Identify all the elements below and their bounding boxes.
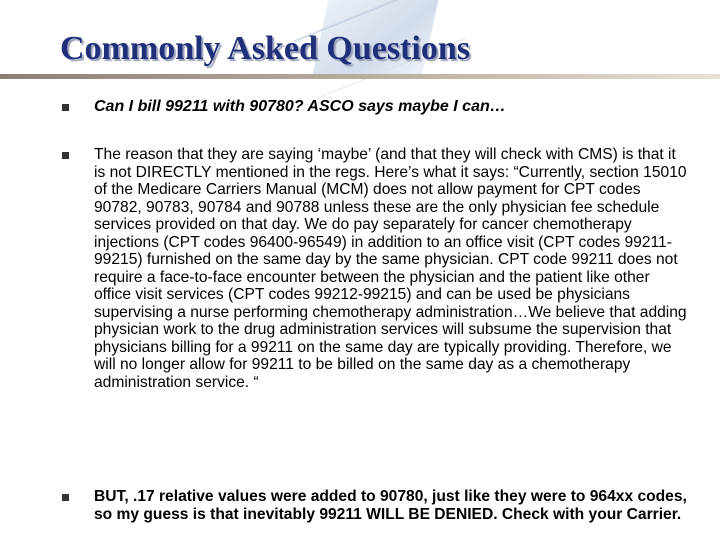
bullet-text: BUT, .17 relative values were added to 90780, just like they were to 964xx codes, so my guess is that inevitably 99211 WILL BE DENIED. Check with your Carrier. [94,488,687,523]
bullet-text: The reason that they are saying ‘maybe’ (and that they will check with CMS) is that it is not DIRECTLY mentioned in the regs. Here’s what it says: “Currently, section 15010 of the Medicare Carriers Manual (MCM) does not allow payment for CPT codes 90782, 90783, 90784 and 90788 unless these are the only physician fee schedule services provided on that day. We do pay separately for cancer chemotherapy injections (CPT codes 96400-96549) in addition to an office visit (CPT codes 99211-99215) furnished on the same day by the same physician. CPT code 99211 does not require a face-to-face encounter between the physician and the patient like other office visit services (CPT codes 99212-99215) and can be used be physicians supervising a nurse performing chemotherapy administration…We believe that adding physician work to the drug administration services will subsume the supervision that physicians billing for a 99211 on the same day are typically providing. Therefore, we will no longer allow for 99211 to be billed on the same day as a chemotherapy administration service. “ [94,146,687,391]
square-bullet-icon [62,147,69,162]
bullet-item-explanation [62,146,690,391]
bullet-item-conclusion [62,488,690,523]
square-bullet-icon [62,99,69,114]
bullet-text: Can I bill 99211 with 90780? ASCO says maybe I can… [94,98,506,115]
slide-title: Commonly Asked Questions [60,30,470,67]
bullet-item-question [62,98,690,116]
square-bullet-icon [62,489,69,504]
title-underline-bar [0,74,720,79]
